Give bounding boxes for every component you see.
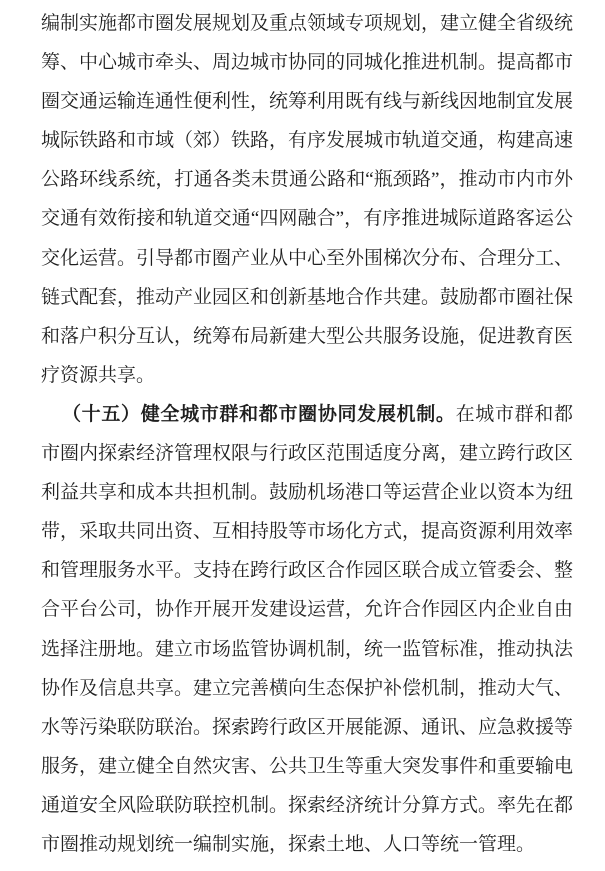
paragraph-section-15 [41,395,573,864]
paragraph-text: 编制实施都市圈发展规划及重点领域专项规划，建立健全省级统筹、中心城市牵头、周边城市协同的同城化推进机制。提高都市圈交通运输连通性便利性，统筹利用既有线与新线因地制宜发展城际铁路和市域（郊）铁路，有序发展城市轨道交通，构建高速公路环线系统，打通各类未贯通公路和“瓶颈路”，推动市内市外交通有效衔接和轨道交通“四网融合”，有序推进城际道路客运公交化运营。引导都市圈产业从中心至外围梯次分布、合理分工、链式配套，推动产业园区和创新基地合作共建。鼓励都市圈社保和落户积分互认，统筹布局新建大型公共服务设施，促进教育医疗资源共享。 [41,13,574,386]
paragraph-continuation [41,4,573,395]
paragraph-text: 在城市群和都市圈内探索经济管理权限与行政区范围适度分离，建立跨行政区利益共享和成本共担机制。鼓励机场港口等运营企业以资本为纽带，采取共同出资、互相持股等市场化方式，提高资源利用效率和管理服务水平。支持在跨行政区合作园区联合成立管委会、整合平台公司，协作开展开发建设运营，允许合作园区内企业自由选择注册地。建立市场监管协调机制，统一监管标准，推动执法协作及信息共享。建立完善横向生态保护补偿机制，推动大气、水等污染联防联治。探索跨行政区开展能源、通讯、应急救援等服务，建立健全自然灾害、公共卫生等重大突发事件和重要输电通道安全风险联防联控机制。探索经济统计分算方式。率先在都市圈推动规划统一编制实施，探索土地、人口等统一管理。 [41,403,574,855]
section-heading: （十五）健全城市群和都市圈协同发展机制。 [62,403,456,425]
